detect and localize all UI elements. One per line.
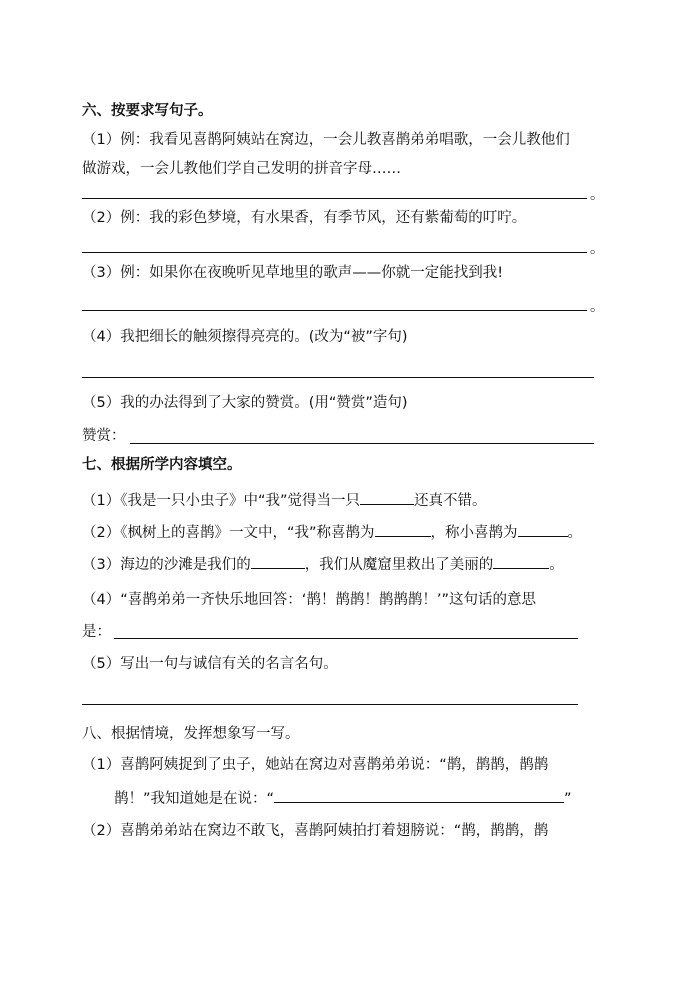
s6-q1-answer-line[interactable]	[82, 198, 587, 199]
s6-q1-line2: 做游戏，一会儿教他们学自己发明的拼音字母……	[82, 161, 401, 177]
s7-q2-blank-2[interactable]	[518, 521, 568, 537]
s6-q3-answer-line[interactable]	[82, 310, 587, 311]
s7-q2-text-a: （2）《枫树上的喜鹊》一文中，“我”称喜鹊为	[82, 525, 375, 541]
s6-q4-line: （4）我把细长的触须擦得亮亮的。(改为“被”字句)	[82, 329, 408, 345]
s7-q4-answer-line[interactable]	[114, 638, 578, 639]
s7-q3-text-c: 。	[549, 557, 564, 573]
s7-q5-line: （5）写出一句与诚信有关的名言名句。	[82, 656, 338, 672]
s7-q3-text-a: （3）海边的沙滩是我们的	[82, 557, 251, 573]
s6-q2-line: （2）例：我的彩色梦境，有水果香，有季节风，还有紫葡萄的叮咛。	[82, 210, 527, 226]
s7-q2-text-b: ，称小喜鹊为	[430, 525, 518, 541]
s7-q5-answer-line[interactable]	[82, 704, 578, 705]
s7-q3-line	[82, 553, 564, 575]
s6-q1-period: 。	[590, 187, 605, 203]
s8-q1-text-b: 鹊！”我知道她是在说：“	[114, 791, 275, 807]
s7-q1-text-b: 还真不错。	[414, 493, 487, 509]
s8-q1-text-c: ”	[564, 791, 572, 807]
s7-q2-line	[82, 521, 582, 543]
s8-q1-line1: （1）喜鹊阿姨捉到了虫子，她站在窝边对喜鹊弟弟说：“鹊，鹊鹊，鹊鹊	[82, 757, 549, 773]
section-7-title: 七、根据所学内容填空。	[82, 457, 242, 473]
section-8-title: 八、根据情境，发挥想象写一写。	[82, 726, 300, 742]
s7-q2-blank-1[interactable]	[375, 521, 431, 537]
s7-q4-line1: （4）“喜鹊弟弟一齐快乐地回答：‘鹊！鹊鹊！鹊鹊鹊！’”这句话的意思	[82, 592, 536, 608]
s7-q4-prefix: 是：	[82, 624, 111, 640]
s6-q5-prefix: 赞赏：	[82, 428, 126, 444]
s6-q1-line1: （1）例：我看见喜鹊阿姨站在窝边，一会儿教喜鹊弟弟唱歌，一会儿教他们	[82, 132, 570, 148]
s6-q3-line: （3）例：如果你在夜晚听见草地里的歌声——你就一定能找到我!	[82, 265, 504, 281]
s6-q5-line: （5）我的办法得到了大家的赞赏。(用“赞赏”造句)	[82, 395, 408, 411]
s7-q1-blank[interactable]	[360, 489, 414, 505]
s7-q1-text-a: （1）《我是一只小虫子》中“我”觉得当一只	[82, 493, 360, 509]
section-6-title: 六、按要求写句子。	[82, 103, 213, 119]
s6-q2-period: 。	[590, 241, 605, 257]
s7-q1-line	[82, 489, 487, 511]
s6-q3-period: 。	[590, 299, 605, 315]
s8-q2-line1: （2）喜鹊弟弟站在窝边不敢飞，喜鹊阿姨拍打着翅膀说：“鹊，鹊鹊，鹊	[82, 823, 549, 839]
s7-q3-blank-2[interactable]	[493, 553, 549, 569]
s6-q5-answer-line[interactable]	[130, 443, 594, 444]
s7-q2-text-c: 。	[567, 525, 582, 541]
s7-q3-blank-1[interactable]	[251, 553, 305, 569]
s8-q1-line2	[114, 787, 572, 809]
s6-q4-answer-line[interactable]	[82, 377, 594, 378]
s6-q2-answer-line[interactable]	[82, 252, 587, 253]
s7-q3-text-b: ，我们从魔窟里救出了美丽的	[304, 557, 494, 573]
s8-q1-blank[interactable]	[274, 787, 564, 803]
